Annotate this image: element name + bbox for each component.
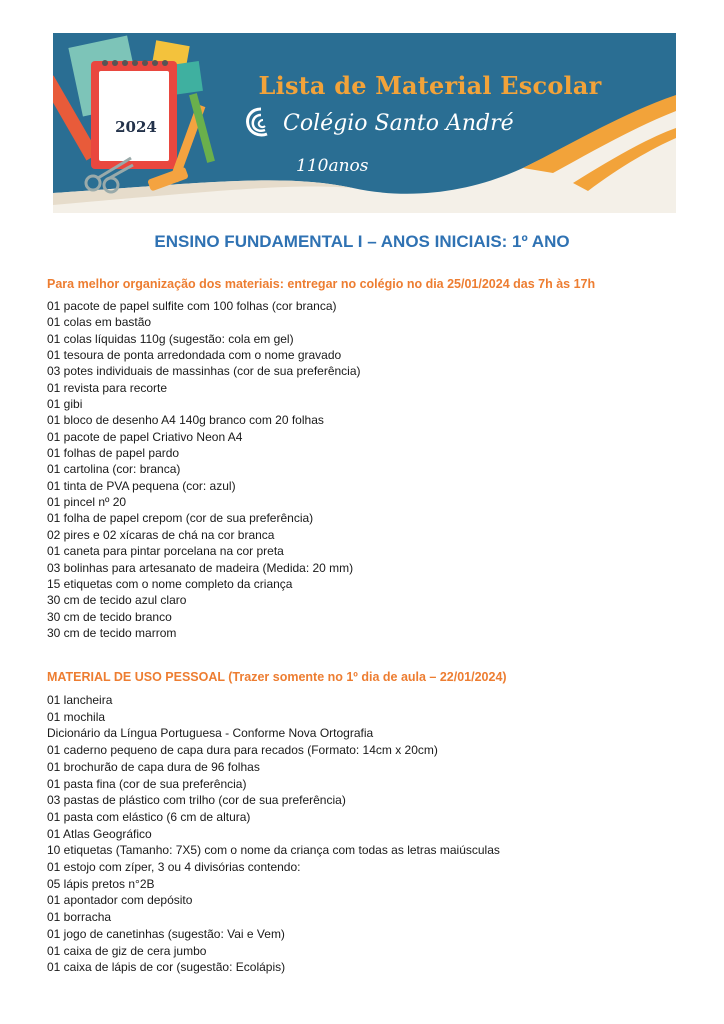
list-item: Dicionário da Língua Portuguesa - Conforme Nova Ortografia — [47, 726, 374, 741]
list-item: 01 bloco de desenho A4 140g branco com 20 folhas — [47, 413, 324, 428]
list-item: 01 cartolina (cor: branca) — [47, 462, 181, 477]
list-item: 01 revista para recorte — [47, 380, 168, 395]
section2-material-list — [47, 692, 500, 976]
list-item: 01 borracha — [47, 910, 112, 925]
list-item: 01 apontador com depósito — [47, 893, 193, 908]
list-item: 01 tesoura de ponta arredondada com o nome gravado — [47, 348, 342, 363]
list-item: 01 pacote de papel Criativo Neon A4 — [47, 429, 243, 444]
list-item: 01 jogo de canetinhas (sugestão: Vai e Vem) — [47, 926, 285, 941]
planner-year: 2024 — [115, 118, 157, 136]
list-item: 01 pincel nº 20 — [47, 495, 127, 510]
list-item: 03 potes individuais de massinhas (cor de sua preferência) — [47, 364, 361, 379]
list-item: 03 bolinhas para artesanato de madeira (Medida: 20 mm) — [47, 560, 354, 575]
school-logo-icon — [243, 105, 279, 141]
list-item: 05 lápis pretos n°2B — [47, 876, 155, 891]
list-item: 01 caneta para pintar porcelana na cor preta — [47, 544, 284, 559]
list-item: 01 pacote de papel sulfite com 100 folhas (cor branca) — [47, 299, 337, 313]
list-item: 01 caixa de giz de cera jumbo — [47, 943, 207, 958]
list-item: 01 tinta de PVA pequena (cor: azul) — [47, 478, 236, 493]
page-title: ENSINO FUNDAMENTAL I – ANOS INICIAIS: 1º ANO — [154, 232, 570, 251]
list-item: 01 folhas de papel pardo — [47, 446, 180, 461]
list-item: 01 caderno pequeno de capa dura para recados (Formato: 14cm x 20cm) — [47, 743, 438, 758]
list-item: 01 lancheira — [47, 693, 113, 707]
school-anniversary: 110anos — [296, 156, 369, 176]
list-item: 02 pires e 02 xícaras de chá na cor branca — [47, 527, 275, 542]
list-item: 03 pastas de plástico com trilho (cor de sua preferência) — [47, 793, 346, 808]
list-item: 01 pasta fina (cor de sua preferência) — [47, 776, 247, 791]
list-item: 01 pasta com elástico (6 cm de altura) — [47, 809, 251, 824]
list-item: 30 cm de tecido azul claro — [47, 593, 187, 608]
list-item: 01 gibi — [47, 397, 83, 412]
school-name: Colégio Santo André — [283, 111, 514, 136]
list-item: 01 mochila — [47, 709, 106, 724]
section1-heading: Para melhor organização dos materiais: entregar no colégio no dia 25/01/2024 das 7h às 17h — [47, 277, 596, 291]
header-banner — [53, 33, 676, 213]
list-item: 01 Atlas Geográfico — [47, 826, 152, 841]
list-item: 01 folha de papel crepom (cor de sua preferência) — [47, 511, 314, 526]
banner-title: Lista de Material Escolar — [258, 71, 602, 100]
list-item: 30 cm de tecido branco — [47, 609, 172, 624]
list-item: 01 colas em bastão — [47, 315, 152, 330]
list-item: 15 etiquetas com o nome completo da criança — [47, 576, 293, 591]
school-brand — [243, 105, 543, 145]
list-item: 01 caixa de lápis de cor (sugestão: Ecolápis) — [47, 960, 286, 975]
list-item: 01 brochurão de capa dura de 96 folhas — [47, 759, 260, 774]
section2-heading: MATERIAL DE USO PESSOAL (Trazer somente no 1º dia de aula – 22/01/2024) — [47, 670, 507, 684]
list-item: 30 cm de tecido marrom — [47, 625, 177, 640]
list-item: 10 etiquetas (Tamanho: 7X5) com o nome da criança com todas as letras maiúsculas — [47, 843, 500, 858]
list-item: 01 estojo com zíper, 3 ou 4 divisórias contendo: — [47, 860, 301, 875]
list-item: 01 colas líquidas 110g (sugestão: cola em gel) — [47, 331, 294, 346]
section1-material-list — [47, 298, 361, 641]
